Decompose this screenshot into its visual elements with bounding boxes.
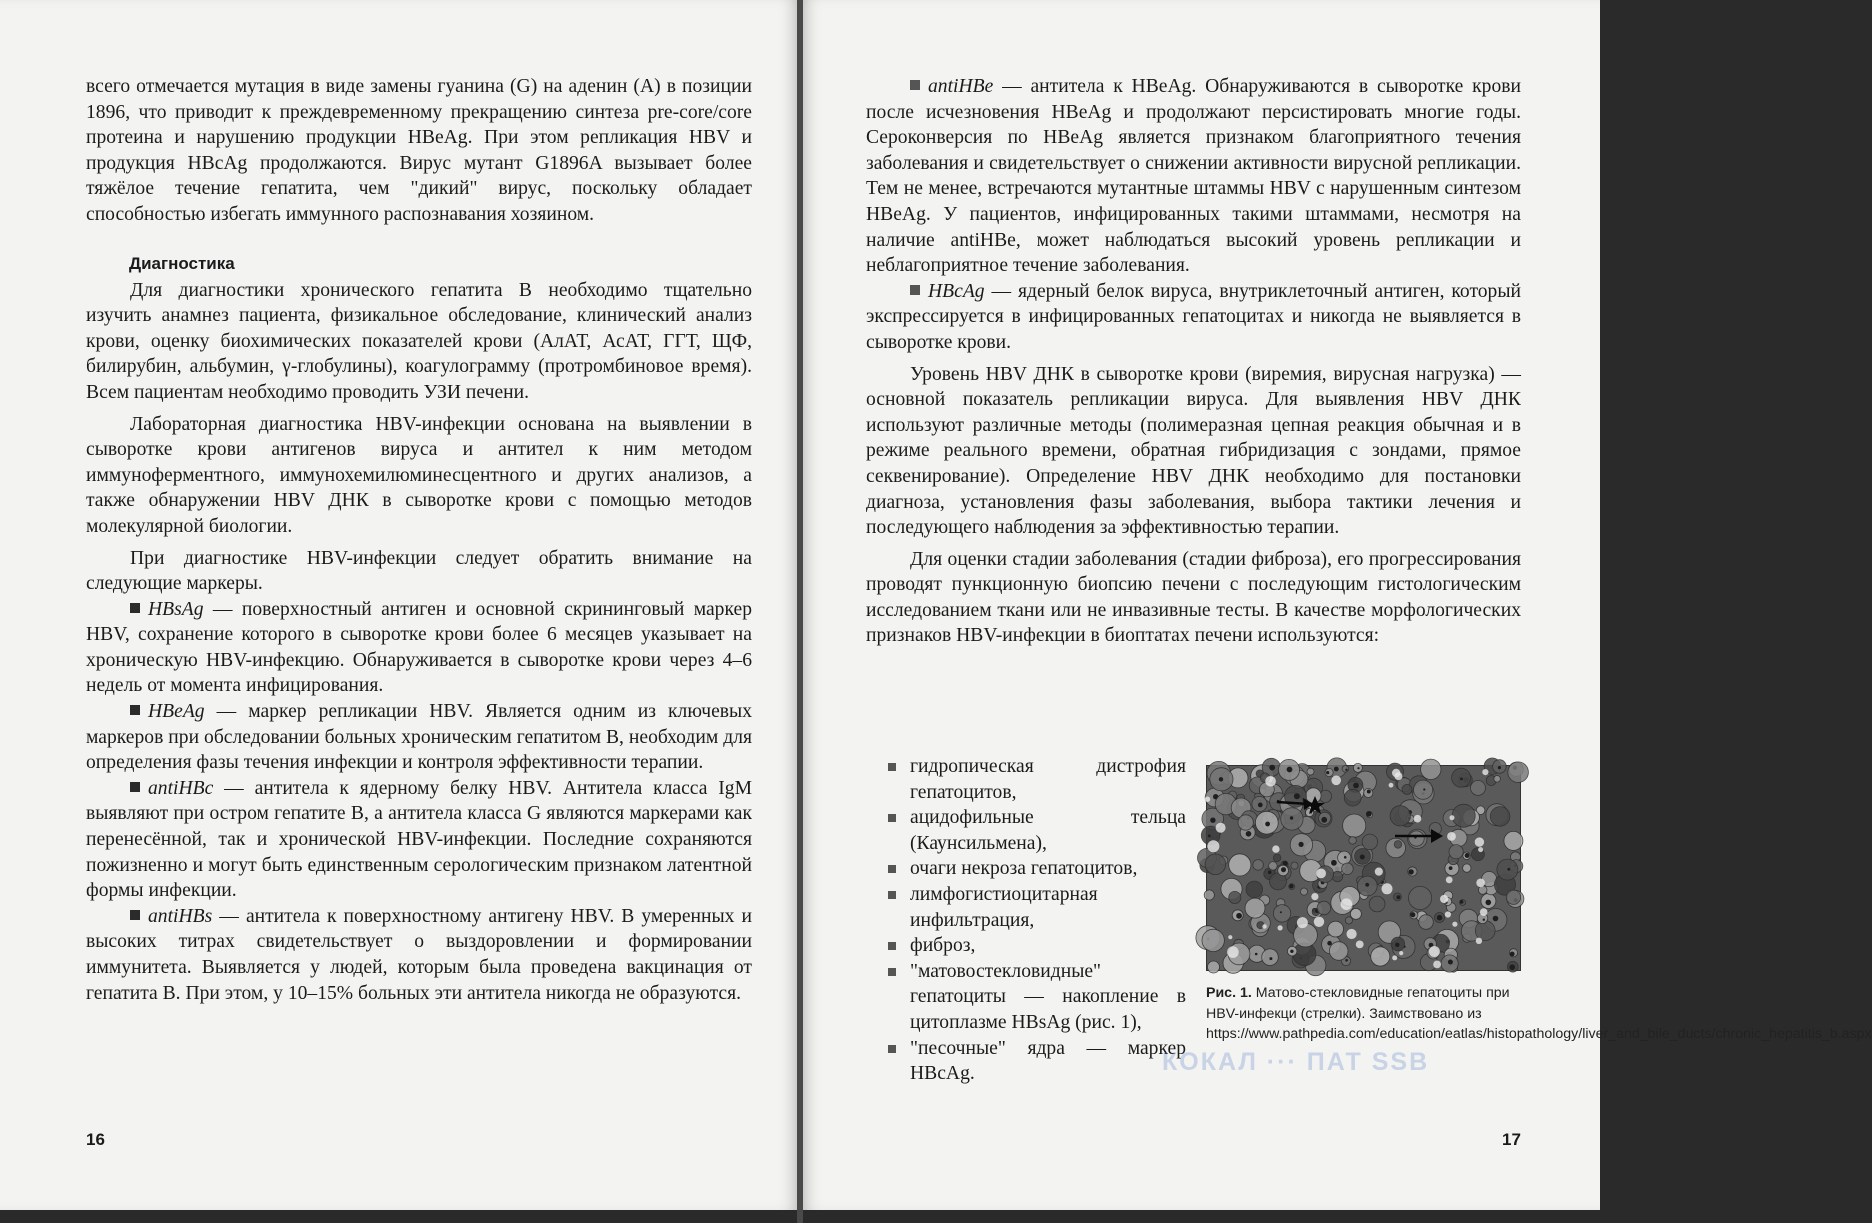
section-heading: Диагностика	[129, 253, 235, 273]
marker-text: — маркер репликации HBV. Является одним из ключевых маркеров при обследовании больных хроническим гепатитом В, необходим для определения фазы течения инфекции и контроля эффективности терапии.	[86, 701, 752, 774]
marker-item	[86, 597, 752, 699]
paragraph: Для оценки стадии заболевания (стадии фиброза), его прогрессирования проводят пункционную биопсию печени с последующим гистологическим исследованием ткани или не инвазивные тесты. В качестве морфологических признаков HBV-инфекции в биоптатах печени используются:	[866, 548, 1521, 647]
marker-term: HBsAg	[148, 598, 204, 620]
bullet-square-icon	[130, 782, 140, 792]
left-text-column	[86, 74, 752, 1006]
paragraph: Лабораторная диагностика HBV-инфекции основана на выявлении в сыворотке крови антигенов вируса и антител к ним методом иммуноферментного, иммунохемилюминесцентного и других анализов, а также обнаружении HBV ДНК в сыворотке крови с помощью методов молекулярной биологии.	[86, 413, 752, 537]
bullet-square-icon	[130, 705, 140, 715]
marker-text: — поверхностный антиген и основной скрининговый маркер HBV, сохранение которого в сыворотке крови более 6 месяцев указывает на хроническую HBV-инфекцию. Обнаруживается в сыворотке крови через 4–6 недель от момента инфицирования.	[86, 598, 752, 697]
book-gutter	[797, 0, 803, 1223]
page-number-right: 17	[1502, 1130, 1521, 1149]
histology-figure-image	[1206, 765, 1521, 971]
right-text-column	[866, 74, 1521, 649]
bullet-square-icon	[130, 910, 140, 920]
paragraph: При диагностике HBV-инфекции следует обратить внимание на следующие маркеры.	[86, 547, 752, 595]
intro-paragraph: всего отмечается мутация в виде замены гуанина (G) на аденин (A) в позиции 1896, что приводит к преждевременному прекращению синтеза pre-core/core протеина и нарушению продукции HBeAg. При этом репликация HBV и продукция HBcAg продолжаются. Вирус мутант G1896A вызывает более тяжёлое течение гепатита, чем "дикий" вирус, поскольку обладает способностью избегать иммунного распознавания хозяином.	[86, 76, 752, 225]
marker-text: — ядерный белок вируса, внутриклеточный антиген, который экспрессируется в инфицированных гепатоцитах и никогда не выявляется в сыворотке крови.	[866, 280, 1521, 353]
marker-term: HBcAg	[928, 280, 985, 302]
list-item: фиброз,	[888, 933, 1186, 959]
marker-text: — антитела к поверхностному антигену HBV. В умеренных и высоких титрах свидетельствует о выздоровлении и формировании иммунитета. Выявляется у людей, которым была проведена вакцинация от гепатита В. При этом, у 10–15% больных эти антитела никогда не образуются.	[86, 905, 752, 1004]
marker-item	[86, 699, 752, 776]
marker-term: antiHBc	[148, 777, 214, 799]
marker-term: HBeAg	[148, 701, 205, 723]
bullet-square-icon	[130, 603, 140, 613]
marker-item	[86, 904, 752, 1006]
list-item: ацидофильные тельца (Каунсильмена),	[888, 805, 1186, 856]
list-item: лимфогистиоцитарная инфильтрация,	[888, 882, 1186, 933]
marker-item	[866, 279, 1521, 356]
paragraph: Уровень HBV ДНК в сыворотке крови (виремия, вирусная нагрузка) — основной показатель репликации вируса. Для выявления HBV ДНК используют различные методы (полимеразная цепная реакция обычная и в режиме реального времени, обратная гибридизация с зондами, прямое секвенирование). Определение HBV ДНК необходимо для постановки диагноза, установления фазы заболевания, выбора тактики лечения и последующего наблюдения за эффективностью терапии.	[866, 363, 1521, 539]
figure-caption-text: Матово-стекловидные гепатоциты при HBV-инфекци (стрелки). Заимствовано из https://www.pathpedia.com/education/eatlas/histopathology/liver_and_bile_ducts/chronic_hepatitis_b.aspx	[1206, 985, 1872, 1042]
marker-text: — антитела к HBeAg. Обнаруживаются в сыворотке крови после исчезновения HBeAg и продолжают персистировать многие годы. Сероконверсия по HBeAg является признаком благоприятного течения заболевания и свидетельствует о снижении активности вирусной репликации. Тем не менее, встречаются мутантные штаммы HBV с нарушенным синтезом HBeAg. У пациентов, инфицированных такими штаммами, несмотря на наличие antiHBe, может наблюдаться высокий уровень репликации и неблагоприятное течение заболевания.	[866, 76, 1521, 277]
library-stamp-watermark: КОКАЛ ··· ПАТ SSB	[1162, 1048, 1430, 1076]
marker-item	[86, 776, 752, 904]
marker-term: antiHBe	[928, 76, 994, 97]
bullet-square-icon	[910, 285, 920, 295]
bullet-square-icon	[910, 80, 920, 90]
list-item: гидропическая дистрофия гепатоцитов,	[888, 754, 1186, 805]
morphology-list	[888, 754, 1186, 1087]
marker-text: — антитела к ядерному белку HBV. Антитела класса IgM выявляют при остром гепатите В, а антитела класса G являются маркерами как перенесённой, так и хронической HBV-инфекции. Последние сохраняются пожизненно и могут быть единственным серологическим признаком латентной формы инфекции.	[86, 777, 752, 902]
marker-term: antiHBs	[148, 905, 213, 927]
paragraph: Для диагностики хронического гепатита В необходимо тщательно изучить анамнез пациента, физикальное обследование, клинический анализ крови, оценку биохимических показателей крови (АлАТ, АсАТ, ГГТ, ЩФ, билирубин, альбумин, γ-глобулины), коагулограмму (протромбиновое время). Всем пациентам необходимо проводить УЗИ печени.	[86, 279, 752, 403]
histology-micrograph	[1207, 766, 1520, 970]
figure-caption	[1206, 983, 1872, 1045]
list-item: "песочные" ядра — маркер HBcAg.	[888, 1036, 1186, 1087]
marker-item	[866, 74, 1521, 279]
list-item: очаги некроза гепатоцитов,	[888, 856, 1186, 882]
list-item: "матовостекловидные" гепатоциты — накопление в цитоплазме HBsAg (рис. 1),	[888, 959, 1186, 1036]
page-number-left: 16	[86, 1130, 105, 1149]
figure-label: Рис. 1.	[1206, 985, 1252, 1001]
